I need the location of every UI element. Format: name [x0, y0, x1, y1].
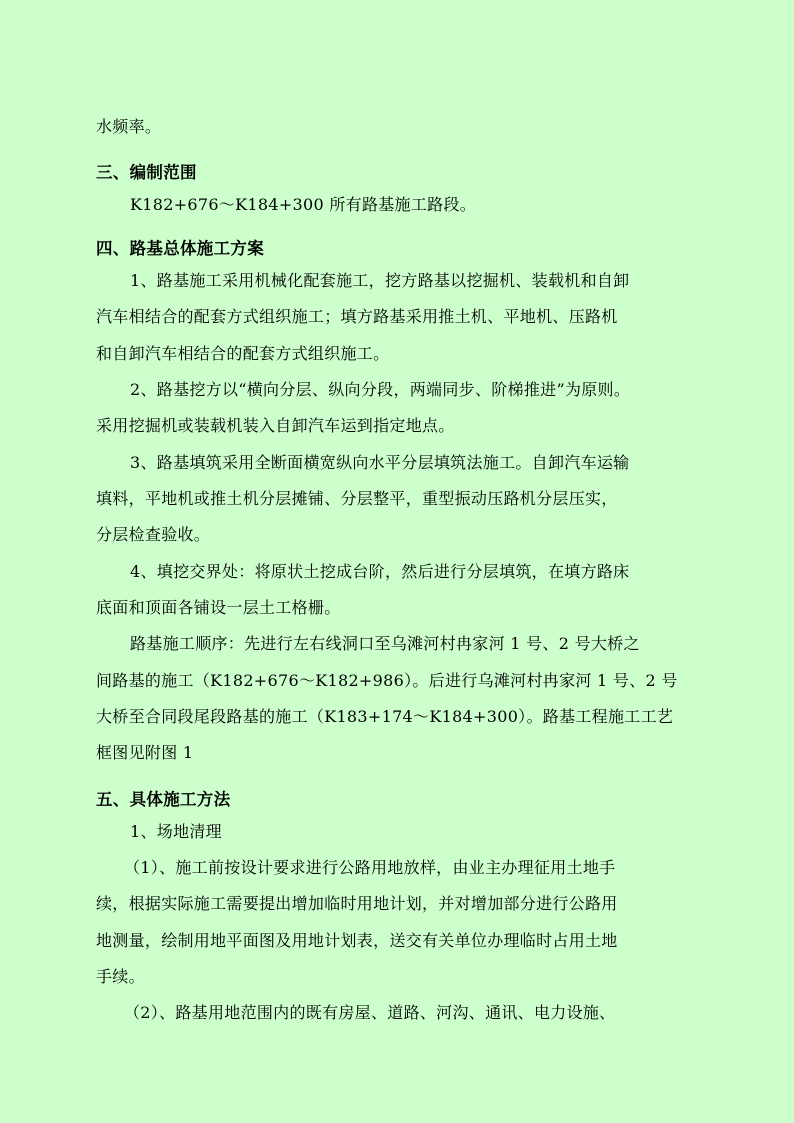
- paragraph-line: 续，根据实际施工需要提出增加临时用地计划，并对增加部分进行公路用: [96, 894, 618, 913]
- paragraph-line: 4、填挖交界处：将原状土挖成台阶，然后进行分层填筑，在填方路床: [130, 562, 630, 581]
- paragraph-line: 3、路基填筑采用全断面横宽纵向水平分层填筑法施工。自卸汽车运输: [130, 453, 630, 472]
- paragraph-line: 分层检查验收。: [96, 525, 211, 544]
- paragraph-line: 间路基的施工（K182+676～K182+986）。后进行乌滩河村冉家河 1 号、2 号: [96, 671, 678, 690]
- paragraph-line: 路基施工顺序：先进行左右线洞口至乌滩河村冉家河 1 号、2 号大桥之: [130, 634, 640, 653]
- paragraph-line: K182+676～K184+300 所有路基施工路段。: [130, 195, 477, 214]
- paragraph-line: 底面和顶面各铺设一层土工格栅。: [96, 598, 341, 617]
- paragraph-line: 采用挖掘机或装载机装入自卸汽车运到指定地点。: [96, 416, 455, 435]
- paragraph-line: 大桥至合同段尾段路基的施工（K183+174～K184+300）。路基工程施工工艺: [96, 707, 674, 726]
- paragraph-line: 2、路基挖方以“横向分层、纵向分段，两端同步、阶梯推进”为原则。: [130, 380, 631, 399]
- paragraph-line: 1、路基施工采用机械化配套施工，挖方路基以挖掘机、装载机和自卸: [130, 271, 630, 290]
- section-heading: 四、路基总体施工方案: [96, 239, 264, 258]
- paragraph-line: 填料，平地机或推土机分层摊铺、分层整平，重型振动压路机分层压实，: [96, 489, 618, 508]
- section-heading: 五、具体施工方法: [96, 790, 231, 809]
- paragraph-line: 水频率。: [96, 117, 162, 136]
- paragraph-line: 地测量，绘制用地平面图及用地计划表，送交有关单位办理临时占用土地: [96, 931, 618, 950]
- paragraph-line: 和自卸汽车相结合的配套方式组织施工。: [96, 344, 390, 363]
- paragraph-line: 框图见附图 1: [96, 743, 194, 762]
- section-heading: 三、编制范围: [96, 163, 197, 182]
- paragraph-line: （1）、施工前按设计要求进行公路用地放样，由业主办理征用土地手: [124, 858, 616, 877]
- paragraph-line: 汽车相结合的配套方式组织施工；填方路基采用推土机、平地机、压路机: [96, 307, 618, 326]
- paragraph-line: 1、场地清理: [130, 822, 222, 841]
- paragraph-line: （2）、路基用地范围内的既有房屋、道路、河沟、通讯、电力设施、: [124, 1003, 616, 1022]
- paragraph-line: 手续。: [96, 967, 145, 986]
